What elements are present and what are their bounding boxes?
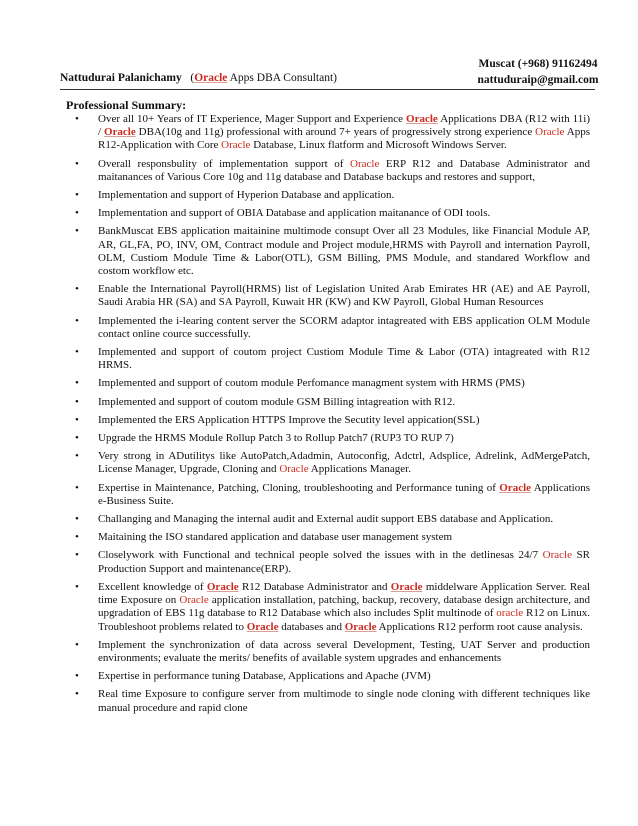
role-brand: Oracle xyxy=(194,72,228,84)
summary-item xyxy=(60,549,590,575)
summary-text: Implement the synchronization of data across several Development, Testing, UAT Server and production environments; evaluate the merits/ benefits of available system upgrades and enhancements xyxy=(98,638,590,664)
summary-item xyxy=(60,688,590,714)
section-title: Professional Summary: xyxy=(66,98,187,112)
summary-text: Oracle xyxy=(499,481,532,494)
summary-item xyxy=(60,158,590,184)
bullet-icon: • xyxy=(75,283,79,296)
name-line xyxy=(60,72,337,84)
summary-text: Applications Manager. xyxy=(308,463,411,476)
summary-item xyxy=(60,450,590,476)
role-open-paren: ( xyxy=(190,72,195,84)
summary-text: Oracle xyxy=(179,594,209,607)
summary-item xyxy=(60,346,590,372)
summary-text: Oracle xyxy=(344,620,377,633)
summary-text: Oracle xyxy=(542,549,572,562)
summary-text: Excellent knowledge of xyxy=(98,580,207,593)
summary-text: R12 Database Administrator and xyxy=(238,580,391,593)
summary-item xyxy=(60,581,590,634)
bullet-icon: • xyxy=(75,346,79,359)
summary-text: Very strong in ADutilitys like AutoPatch,Adadmin, Autoconfig, Adctrl, Adsplice, Adrelink, AdMergePatch, License Manager, Upgrade, Cloning and xyxy=(98,450,590,476)
summary-text: Upgrade the HRMS Module Rollup Patch 3 to Rollup Patch7 (RUP3 TO RUP 7) xyxy=(98,432,454,445)
role-rest: Apps DBA Consultant) xyxy=(227,72,337,84)
bullet-icon: • xyxy=(75,481,79,494)
summary-text: Oracle xyxy=(350,157,380,170)
summary-item xyxy=(60,432,590,445)
summary-text: Enable the International Payroll(HRMS) list of Legislation United Arab Emirates HR (AE) and AE Payroll, Saudi Arabia HR (SA) and SA Payroll, Kuwait HR (KW) and KW Payroll, Global Human Resources xyxy=(98,283,590,309)
bullet-icon: • xyxy=(75,377,79,390)
email-address: nattuduraip@gmail.com xyxy=(477,74,599,86)
summary-item xyxy=(60,225,590,278)
summary-item xyxy=(60,189,590,202)
summary-list xyxy=(60,113,590,720)
summary-text: Implemented and support of coutom module Perfomance managment system with HRMS (PMS) xyxy=(98,377,525,390)
summary-text: Oracle xyxy=(206,580,239,593)
bullet-icon: • xyxy=(75,157,79,170)
summary-item xyxy=(60,414,590,427)
summary-text: databases and xyxy=(278,620,345,633)
contact-block xyxy=(458,56,618,88)
summary-text: Oracle xyxy=(535,126,565,139)
header-divider xyxy=(60,89,595,90)
bullet-icon: • xyxy=(75,670,79,683)
bullet-icon: • xyxy=(75,549,79,562)
summary-text: Applications DBA (R12 with 11i) / xyxy=(98,113,590,139)
summary-item xyxy=(60,283,590,309)
summary-text: R12 on Linux. Troubleshoot problems related to xyxy=(98,607,590,633)
bullet-icon: • xyxy=(75,113,79,125)
bullet-icon: • xyxy=(75,432,79,445)
summary-text: Implemented the ERS Application HTTPS Improve the Secutity level appication(SSL) xyxy=(98,413,480,426)
summary-text: Oracle xyxy=(103,126,136,139)
summary-text: Expertise in performance tuning Database, Applications and Apache (JVM) xyxy=(98,670,431,683)
summary-item xyxy=(60,670,590,683)
summary-text: Maitaining the ISO standared application and database user management system xyxy=(98,531,453,544)
summary-text: BankMuscat EBS application maitainine multimode consupt Over all 23 Modules, like Financial Module AP, AR, GL,FA, PO, INV, OM, Contract module and Project module,HRMS with Payroll and internation Payroll, OLM, Custiom Module Time & Labor(OTL), GSM Billing, PMS Module, and standared Workflow and costom workflow etc. xyxy=(98,225,590,278)
role-title xyxy=(185,72,337,84)
summary-item xyxy=(60,513,590,526)
bullet-icon: • xyxy=(75,413,79,426)
summary-text: Database, Linux flatform and Microsoft Windows Server. xyxy=(250,139,507,152)
summary-text: Oracle xyxy=(390,580,423,593)
summary-text: Implementation and support of Hyperion Database and application. xyxy=(98,189,395,202)
summary-text: Implementation and support of OBIA Database and application maitanance of ODI tools. xyxy=(98,207,491,220)
bullet-icon: • xyxy=(75,580,79,593)
summary-item xyxy=(60,113,590,153)
summary-text: middelware Application Server. Real time Exposure on xyxy=(98,580,591,607)
bullet-icon: • xyxy=(75,314,79,327)
bullet-icon: • xyxy=(75,513,79,526)
bullet-icon: • xyxy=(75,531,79,544)
summary-text: Implemented and support of coutom project Custiom Module Time & Labor (OTA) intagreated with R12 HRMS. xyxy=(98,346,590,372)
summary-text: Over all 10+ Years of IT Experience, Mager Support and Experience xyxy=(98,113,407,125)
summary-item xyxy=(60,639,590,665)
bullet-icon: • xyxy=(75,189,79,202)
summary-text: Expertise in Maintenance, Patching, Cloning, troubleshooting and Performance tuning of xyxy=(98,481,500,494)
summary-text: application installation, patching, backup, recovery, database design architecture, and upgradation of EBS 11g database to R12 Database which also includes Split multinode of xyxy=(98,594,590,620)
summary-item xyxy=(60,482,590,508)
summary-item xyxy=(60,531,590,544)
summary-text: Overall responsbulity of implementation support of xyxy=(98,157,351,170)
summary-text: Implemented and support of coutom module GSM Billing intagreation with R12. xyxy=(98,395,456,408)
summary-text: Oracle xyxy=(406,113,438,125)
summary-text: Apps R12-Application with Core xyxy=(98,126,590,152)
summary-text: Applications R12 perform root cause analysis. xyxy=(376,620,583,633)
bullet-icon: • xyxy=(75,207,79,220)
summary-text: SR Production Support and maintenance(ERP). xyxy=(98,549,590,575)
summary-text: DBA(10g and 11g) professional with around 7+ years of progressively strong experience xyxy=(135,126,536,139)
candidate-name: Nattudurai Palanichamy xyxy=(60,72,182,84)
summary-text: Closelywork with Functional and technical people solved the issues with in the detlinesas 24/7 xyxy=(98,549,543,562)
summary-item xyxy=(60,396,590,409)
summary-text: Applications e-Business Suite. xyxy=(98,481,590,507)
summary-text: Implemented the i-learing content server the SCORM adaptor intagreated with EBS application OLM Module contact online cource successfully. xyxy=(98,314,590,340)
summary-text: Oracle xyxy=(279,463,309,476)
summary-text: Real time Exposure to configure server from multimode to single node cloning with different techniques like manual procedure and rapid clone xyxy=(98,688,590,714)
summary-item xyxy=(60,315,590,341)
summary-text: Oracle xyxy=(246,620,279,633)
summary-text: ERP R12 and Database Administrator and maitanances of Various Core 10g and 11g database and Database backups and restores and support, xyxy=(98,157,590,183)
summary-item xyxy=(60,377,590,390)
summary-item xyxy=(60,207,590,220)
bullet-icon: • xyxy=(75,395,79,408)
bullet-icon: • xyxy=(75,450,79,463)
bullet-icon: • xyxy=(75,638,79,651)
bullet-icon: • xyxy=(75,688,79,701)
phone-number: Muscat (+968) 91162494 xyxy=(478,58,598,70)
summary-text: Challanging and Managing the internal audit and External audit support EBS database and Application. xyxy=(98,513,554,526)
summary-text: oracle xyxy=(496,607,524,620)
summary-text: Oracle xyxy=(221,139,251,152)
bullet-icon: • xyxy=(75,225,79,238)
